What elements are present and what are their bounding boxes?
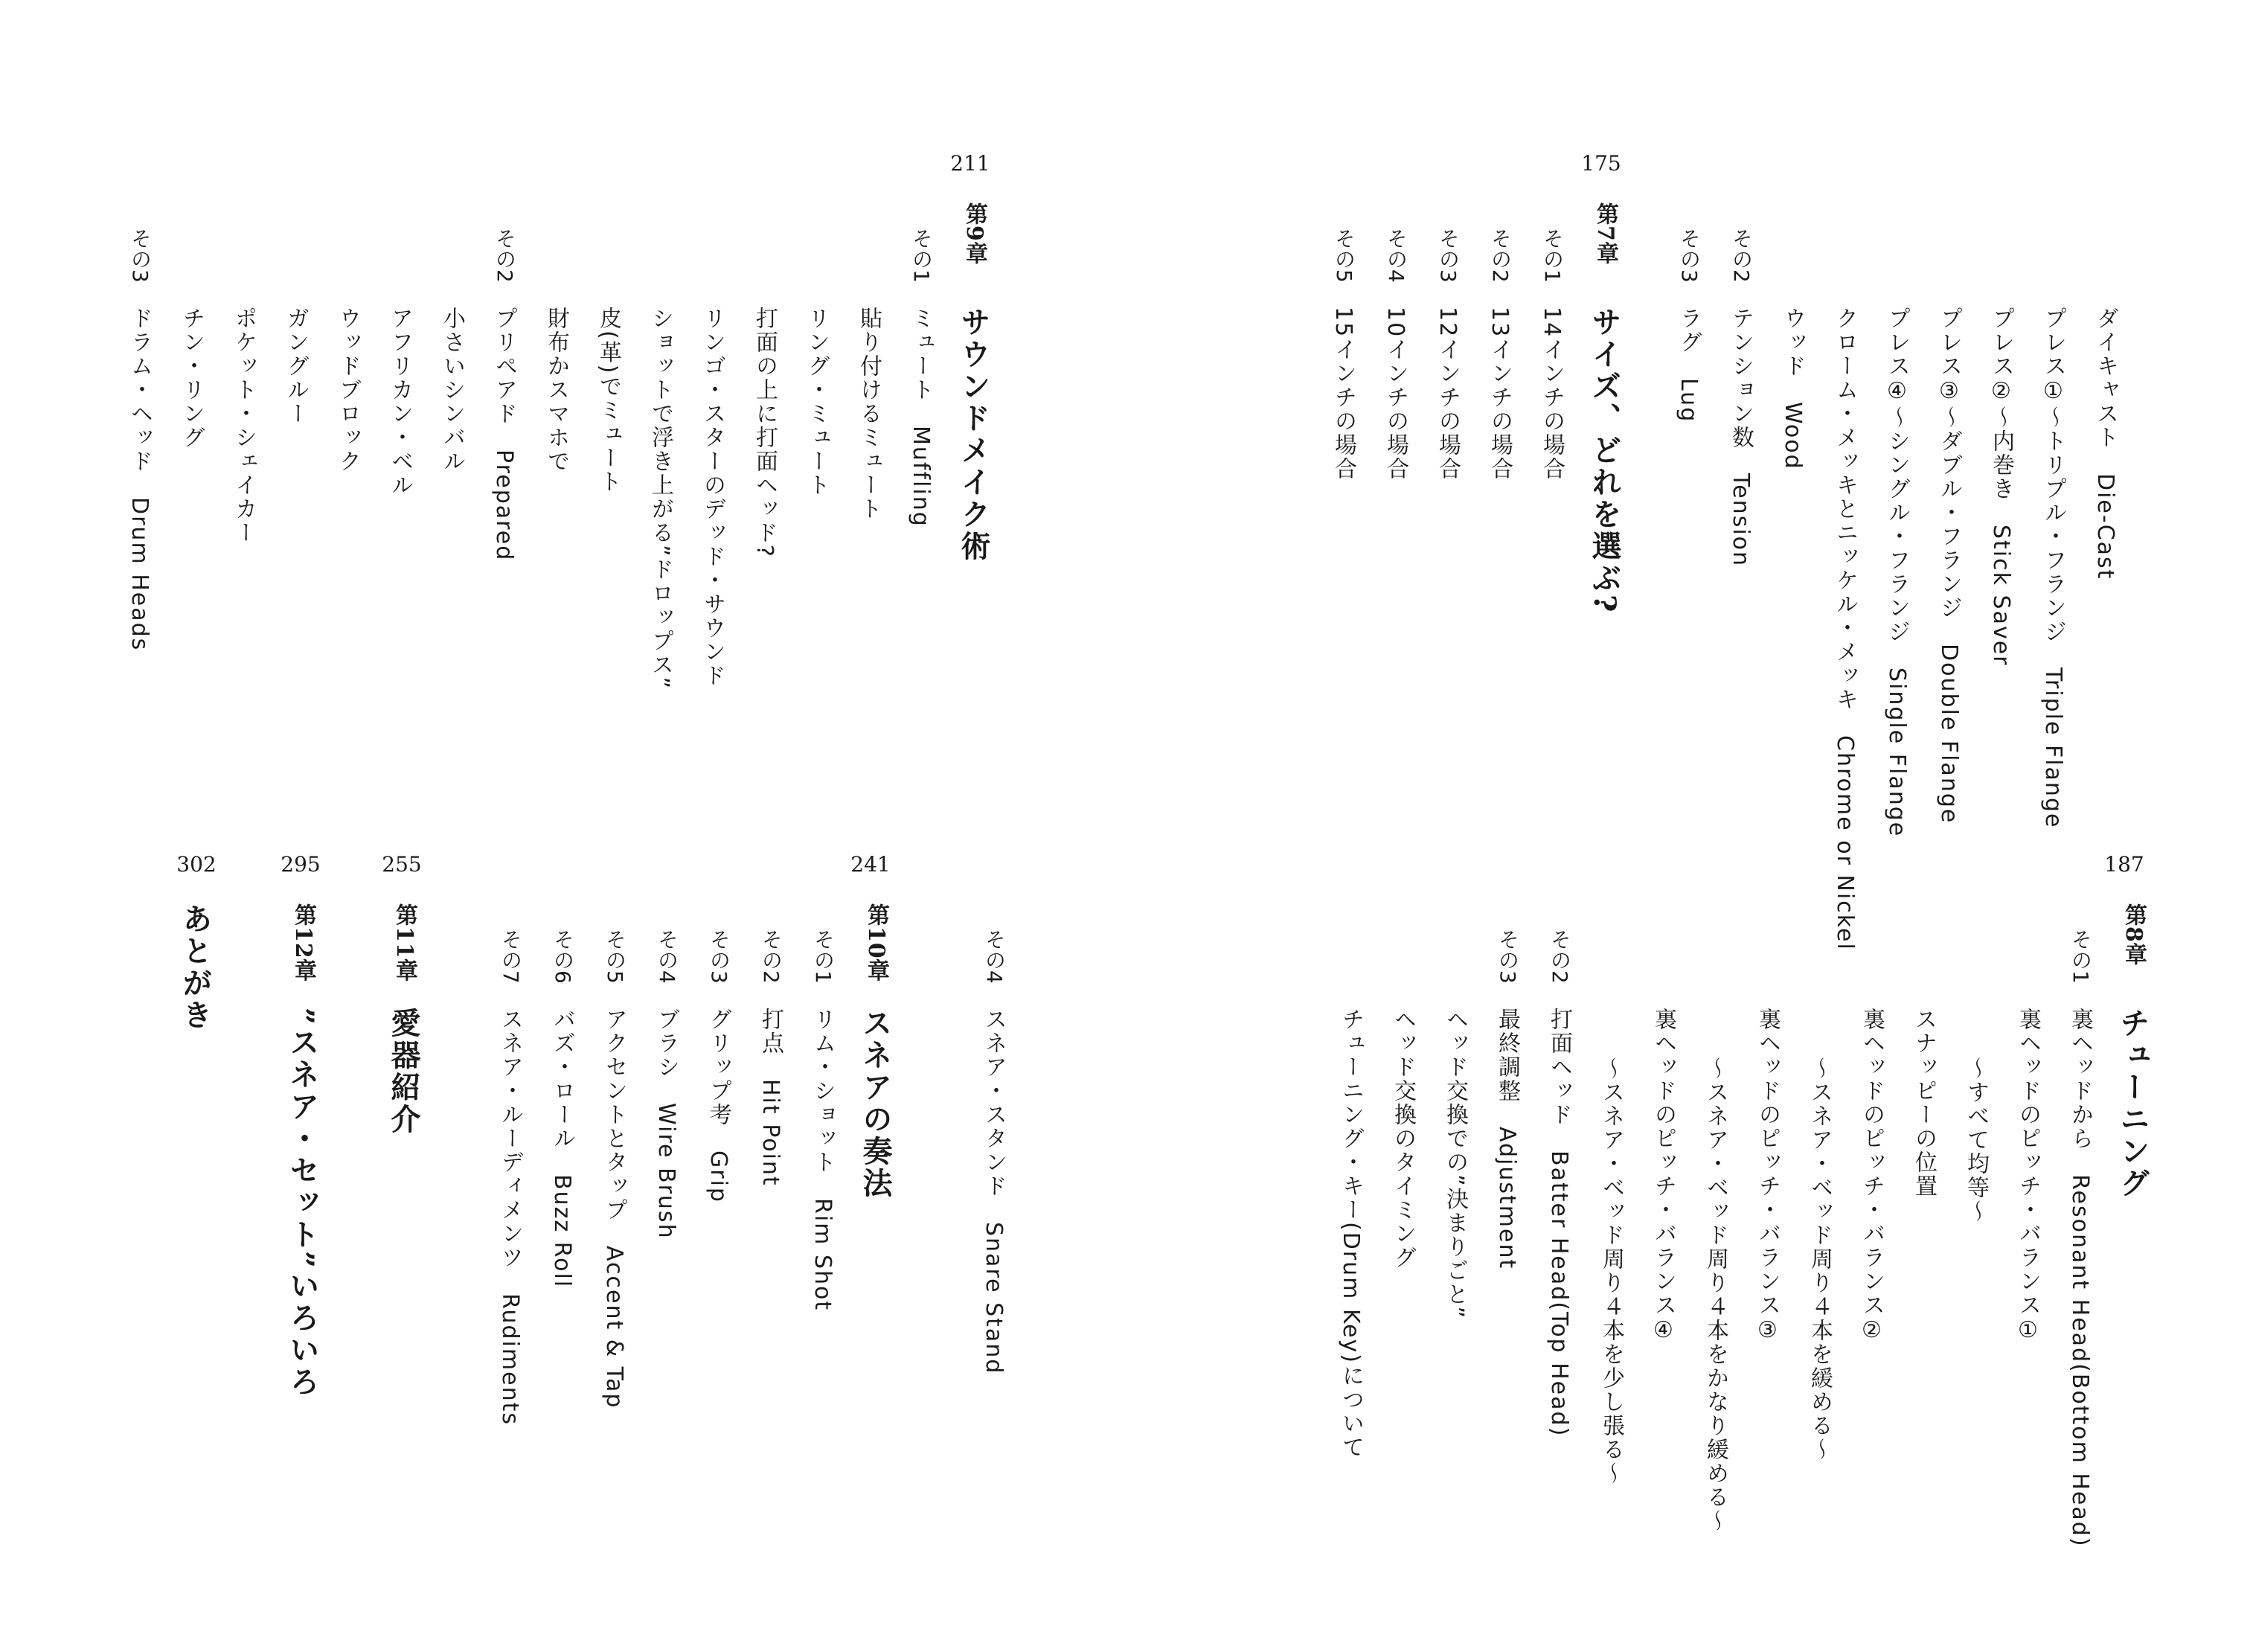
toc-entry: ラグ Lug bbox=[1676, 307, 1702, 423]
toc-entry: 14インチの場合 bbox=[1539, 307, 1565, 481]
section-tag: その2 bbox=[1488, 228, 1513, 283]
page-number: 295 bbox=[281, 852, 321, 877]
toc-entry: リンゴ・スターのデッド・サウンド bbox=[699, 307, 725, 688]
toc-entry: ショットで浮き上がる”ドロップス” bbox=[647, 307, 673, 691]
toc-entry: 10インチの場合 bbox=[1382, 307, 1408, 481]
toc-entry: ヘッド交換での”決まりごと” bbox=[1442, 1008, 1468, 1320]
section-tag: その7 bbox=[499, 929, 523, 984]
page-number: 211 bbox=[950, 151, 990, 176]
chapter-label: 第12章 bbox=[290, 903, 316, 982]
toc-entry: 12インチの場合 bbox=[1435, 307, 1461, 481]
toc-entry: テンション数 Tension bbox=[1728, 307, 1754, 568]
chapter-heading: あとがき bbox=[178, 903, 213, 1031]
toc-entry: チューニング・キー(Drum Key)について bbox=[1338, 1008, 1364, 1460]
toc-entry: 裏ヘッドのピッチ・バランス① bbox=[2015, 1008, 2041, 1345]
chapter-heading: 愛器紹介 bbox=[386, 1008, 421, 1136]
chapter-label: 第11章 bbox=[391, 903, 417, 982]
toc-entry: プレス①〜トリプル・フランジ Triple Flange bbox=[2040, 307, 2066, 829]
toc-entry: 皮(革)でミュート bbox=[595, 307, 621, 494]
toc-entry: 裏ヘッドのピッチ・バランス③ bbox=[1754, 1008, 1781, 1345]
toc-entry: 小さいシンバル bbox=[439, 307, 465, 473]
toc-entry: 裏ヘッドから Resonant Head(Bottom Head) bbox=[2067, 1008, 2093, 1548]
section-tag: その3 bbox=[1496, 929, 1520, 984]
section-tag: その2 bbox=[493, 228, 517, 283]
toc-entry: ウッドブロック bbox=[335, 307, 361, 473]
toc-entry: ヘッド交換のタイミング bbox=[1390, 1008, 1416, 1270]
toc-entry: リング・ミュート bbox=[804, 307, 830, 497]
page-number: 241 bbox=[850, 852, 891, 877]
page-number: 255 bbox=[382, 852, 422, 877]
toc-entry: 裏ヘッドのピッチ・バランス④ bbox=[1650, 1008, 1676, 1345]
chapter-heading: ”スネア・セット”いろいろ bbox=[285, 1008, 320, 1399]
page-number: 302 bbox=[176, 852, 217, 877]
section-tag: その5 bbox=[603, 929, 627, 984]
toc-entry: アクセントとタップ Accent & Tap bbox=[601, 1008, 627, 1409]
toc-entry: 打点 Hit Point bbox=[757, 1008, 783, 1187]
toc-entry: ダイキャスト Die-Cast bbox=[2092, 307, 2118, 580]
toc-entry: 最終調整 Adjustment bbox=[1494, 1008, 1520, 1270]
toc-entry: ドラム・ヘッド Drum Heads bbox=[126, 307, 153, 652]
section-tag: その3 bbox=[1677, 228, 1702, 283]
section-tag: その3 bbox=[707, 929, 731, 984]
section-tag: その2 bbox=[1548, 929, 1572, 984]
page-number: 175 bbox=[1581, 151, 1621, 176]
toc-entry: プレス②〜内巻き Stick Saver bbox=[1988, 307, 2014, 667]
section-tag: その4 bbox=[655, 929, 679, 984]
chapter-label: 第7章 bbox=[1592, 202, 1618, 265]
section-tag: その6 bbox=[551, 929, 575, 984]
page-number: 187 bbox=[2104, 852, 2144, 877]
section-tag: その5 bbox=[1332, 228, 1356, 283]
section-tag: その1 bbox=[1540, 228, 1565, 283]
toc-entry: スナッピーの位置 bbox=[1911, 1008, 1937, 1198]
toc-entry: プレス④〜シングル・フランジ Single Flange bbox=[1884, 307, 1910, 838]
section-tag: その1 bbox=[811, 929, 836, 984]
toc-entry: リム・ショット Rim Shot bbox=[810, 1008, 836, 1312]
toc-entry: バズ・ロール Buzz Roll bbox=[549, 1008, 575, 1289]
chapter-label: 第8章 bbox=[2121, 903, 2147, 966]
toc-entry: アフリカン・ベル bbox=[387, 307, 413, 497]
toc-entry: クローム・メッキとニッケル・メッキ Chrome or Nickel bbox=[1832, 307, 1858, 951]
toc-entry: 〜スネア・ベッド周り４本をかなり緩める〜 bbox=[1702, 1057, 1728, 1533]
chapter-label: 第9章 bbox=[961, 202, 987, 265]
toc-entry: プリペアド Prepared bbox=[491, 307, 517, 562]
section-tag: その2 bbox=[759, 929, 783, 984]
toc-entry: 財布かスマホで bbox=[543, 307, 569, 473]
toc-entry: ブラシ Wire Brush bbox=[653, 1008, 679, 1240]
toc-entry: 打面ヘッド Batter Head(Top Head) bbox=[1546, 1008, 1572, 1438]
chapter-heading: サウンドメイク術 bbox=[956, 307, 991, 563]
toc-entry: 13インチの場合 bbox=[1487, 307, 1513, 481]
chapter-label: 第10章 bbox=[863, 903, 889, 982]
section-tag: その4 bbox=[982, 929, 1007, 984]
toc-entry: ガングルー bbox=[283, 307, 309, 426]
toc-entry: 裏ヘッドのピッチ・バランス② bbox=[1859, 1008, 1885, 1345]
toc-entry: スネア・ルーディメンツ Rudiments bbox=[497, 1008, 523, 1426]
toc-entry: 15インチの場合 bbox=[1330, 307, 1356, 481]
chapter-heading: スネアの奏法 bbox=[858, 1008, 893, 1200]
section-tag: その1 bbox=[909, 228, 934, 283]
toc-entry: 〜スネア・ベッド周り４本を緩める〜 bbox=[1807, 1057, 1833, 1461]
section-tag: その3 bbox=[128, 228, 153, 283]
section-tag: その1 bbox=[2068, 929, 2093, 984]
toc-entry: プレス③〜ダブル・フランジ Double Flange bbox=[1936, 307, 1962, 825]
chapter-heading: サイズ、どれを選ぶ? bbox=[1587, 307, 1622, 615]
toc-entry: グリップ考 Grip bbox=[705, 1008, 731, 1203]
chapter-heading: チューニング bbox=[2115, 1008, 2150, 1200]
toc-entry: 〜すべて均等〜 bbox=[1963, 1057, 1989, 1223]
toc-entry: 貼り付けるミュート bbox=[856, 307, 882, 521]
toc-entry: ポケット・シェイカー bbox=[231, 307, 257, 545]
toc-entry: 〜スネア・ベッド周り４本を少し張る〜 bbox=[1598, 1057, 1624, 1485]
toc-entry: 打面の上に打面ヘッド? bbox=[751, 307, 778, 558]
toc-entry: チン・リング bbox=[179, 307, 205, 449]
section-tag: その3 bbox=[1436, 228, 1461, 283]
toc-entry: ミュート Muffling bbox=[908, 307, 934, 528]
section-tag: その2 bbox=[1729, 228, 1754, 283]
toc-entry: スネア・スタンド Snare Stand bbox=[981, 1008, 1007, 1375]
section-tag: その4 bbox=[1384, 228, 1408, 283]
toc-entry: ウッド Wood bbox=[1780, 307, 1806, 470]
